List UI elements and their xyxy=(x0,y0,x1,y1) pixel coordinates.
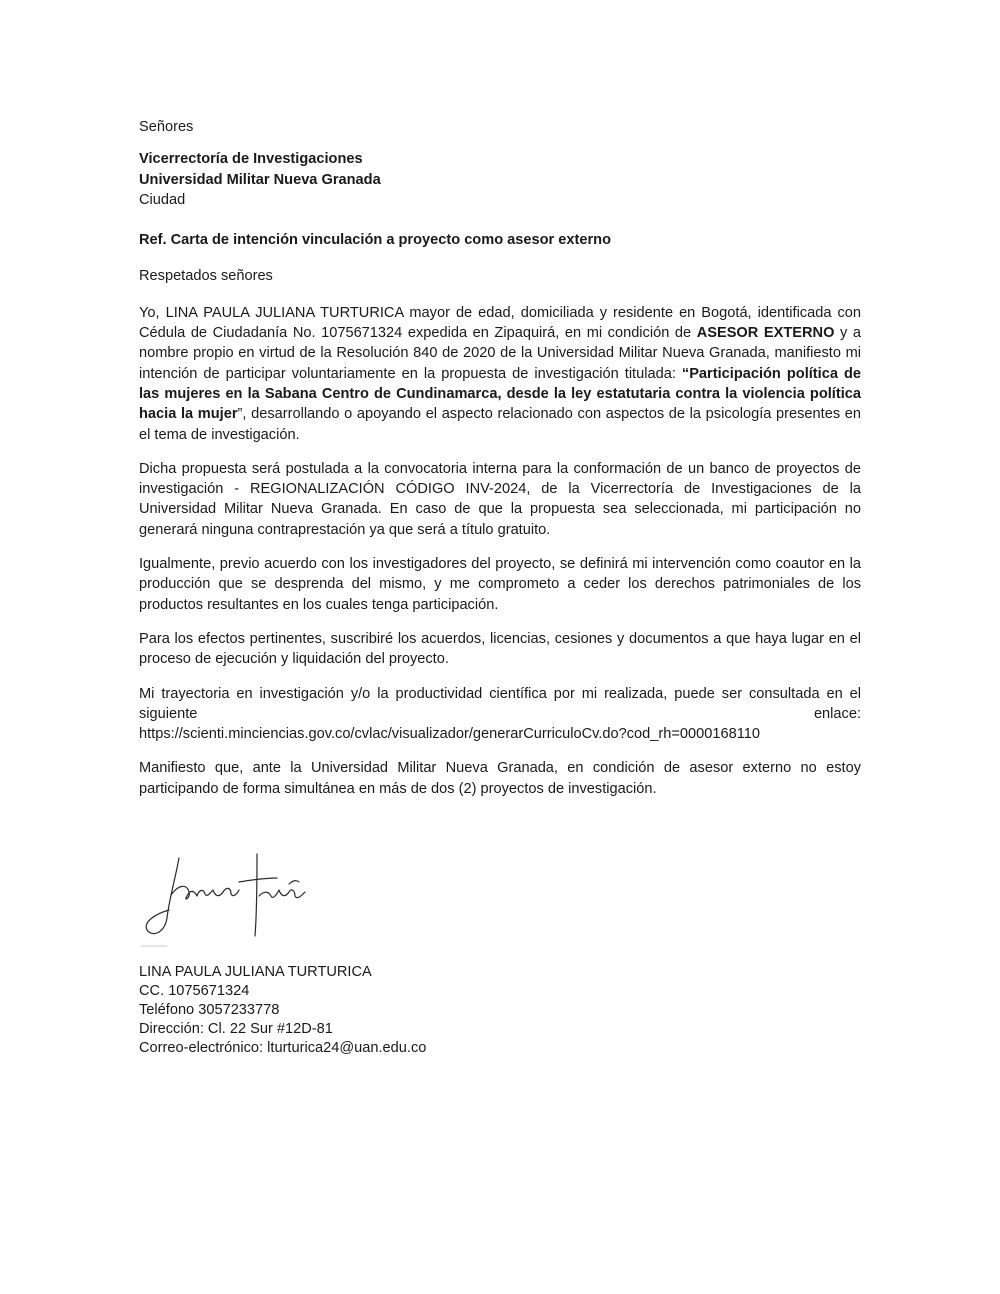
signature-image xyxy=(139,840,319,950)
p5-line1: Mi trayectoria en investigación y/o la productividad científica por mi realizada, puede ser consultada en el xyxy=(139,685,861,702)
p1-project-title: “Participación política de las mujeres en la Sabana Centro de Cundinamarca, desde la ley estatutaria contra la violencia política hacia la mujer xyxy=(139,365,861,423)
paragraph-intention xyxy=(139,303,861,445)
p1-text-c: y a nombre propio en virtud de la Resolución 840 de 2020 de la Universidad Militar Nueva Granada, manifiesto mi intención de participar voluntariamente en la propuesta de investigación titulada: xyxy=(139,325,861,382)
p5-word-right: enlace: xyxy=(813,705,861,722)
salutation: Señores xyxy=(139,119,194,135)
letter-body xyxy=(139,117,861,799)
signer-email[interactable]: Correo-electrónico: lturturica24@uan.edu.co xyxy=(139,1040,427,1056)
cvlac-link[interactable]: https://scienti.minciencias.gov.co/cvlac/visualizador/generarCurriculoCv.do?cod_rh=0000168110 xyxy=(139,726,760,743)
signer-name: LINA PAULA JULIANA TURTURICA xyxy=(139,964,372,980)
p5-line2 xyxy=(139,704,861,724)
signer-address: Dirección: Cl. 22 Sur #12D-81 xyxy=(139,1021,333,1037)
signer-id: CC. 1075671324 xyxy=(139,983,250,999)
paragraph-trajectory xyxy=(139,684,861,745)
addressee-city: Ciudad xyxy=(139,191,186,208)
p5-word-left: siguiente xyxy=(139,705,198,722)
addressee-office: Vicerrectoría de Investigaciones xyxy=(139,151,363,168)
paragraph-proposal: Dicha propuesta será postulada a la convocatoria interna para la conformación de un banco de proyectos de investigación - REGIONALIZACIÓN CÓDIGO INV-2024, de la Vicerrectoría de Investigaciones de la Universidad Militar Nueva Granada. En caso de que la propuesta sea seleccionada, mi participación no generará ninguna contraprestación ya que será a título gratuito. xyxy=(139,460,861,538)
paragraph-declaration: Manifiesto que, ante la Universidad Militar Nueva Granada, en condición de asesor externo no estoy participando de forma simultánea en más de dos (2) proyectos de investigación. xyxy=(139,760,861,797)
addressee-university: Universidad Militar Nueva Granada xyxy=(139,171,381,188)
p1-text-a: Yo, LINA PAULA JULIANA TURTURICA mayor de edad, domiciliada y residente en Bogotá, identificada con Cédula de Ciudadanía No. 1075671324 expedida en Zipaquirá, en mi condición de xyxy=(139,304,861,342)
p1-role: ASESOR EXTERNO xyxy=(696,325,835,342)
addressee-block xyxy=(139,149,861,210)
paragraph-agreements: Para los efectos pertinentes, suscribiré los acuerdos, licencias, cesiones y documentos a que haya lugar en el proceso de ejecución y liquidación del proyecto. xyxy=(139,630,861,668)
p1-text-e: ”, desarrollando o apoyando el aspecto relacionado con aspectos de la psicología presentes en el tema de investigación. xyxy=(139,406,862,443)
paragraph-coauthor: Igualmente, previo acuerdo con los investigadores del proyecto, se definirá mi intervención como coautor en la producción que se desprenda del mismo, y me comprometo a ceder los derechos patrimoniales de los productos resultantes en los cuales tenga participación. xyxy=(139,556,861,613)
reference-line: Ref. Carta de intención vinculación a proyecto como asesor externo xyxy=(139,232,611,249)
signer-phone: Teléfono 3057233778 xyxy=(139,1002,280,1018)
greeting: Respetados señores xyxy=(139,268,273,285)
signer-block xyxy=(139,963,426,1058)
